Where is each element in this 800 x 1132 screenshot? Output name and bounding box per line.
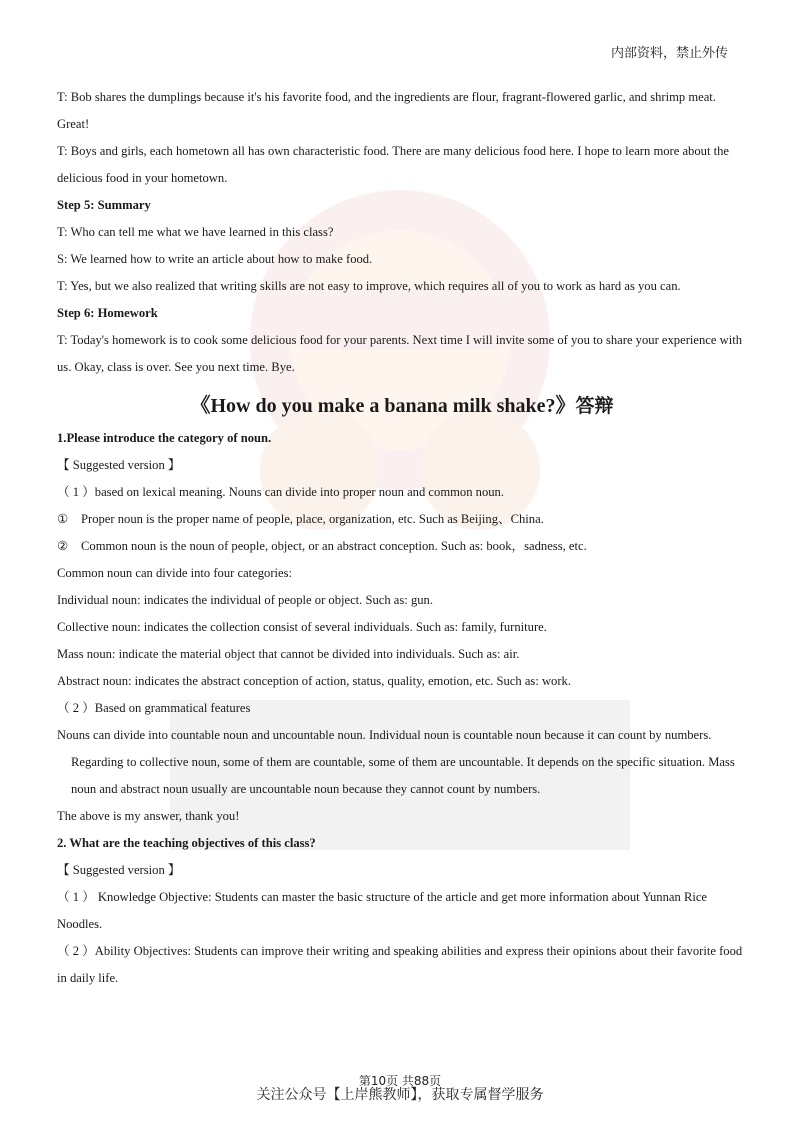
confidential-header: 内部资料，禁止外传 bbox=[610, 46, 728, 61]
document-body bbox=[57, 84, 747, 992]
q1-four-categories: Common noun can divide into four categories: bbox=[57, 566, 293, 580]
q2-ability-objective: （ 2 ）Ability Objectives: Students can improve their writing and speaking abilities and express their opinions about their favorite food in daily life. bbox=[57, 944, 743, 985]
defense-title-en: 《How do you make a banana milk shake?》 bbox=[190, 395, 576, 417]
defense-title-cn: 答辩 bbox=[575, 395, 614, 417]
q1-question: 1.Please introduce the category of noun. bbox=[57, 431, 272, 445]
q2-suggested-label: 【 Suggested version 】 bbox=[57, 863, 181, 877]
q1-closing: The above is my answer, thank you! bbox=[57, 809, 240, 823]
q1-individual-noun: Individual noun: indicates the individual of people or object. Such as: gun. bbox=[57, 593, 433, 607]
circled-two-marker: ② bbox=[57, 539, 69, 553]
q2-question: 2. What are the teaching objectives of this class? bbox=[57, 836, 316, 850]
defense-title bbox=[57, 391, 747, 421]
step6-heading: Step 6: Homework bbox=[57, 306, 158, 320]
q1-common-noun bbox=[57, 533, 747, 560]
q1-countable: Nouns can divide into countable noun and uncountable noun. Individual noun is countable noun because it can count by numbers. Regarding to collective noun, some of them are countable, some of them are uncountable. It depends on the specific situation. Mass noun and abstract noun usually are uncountable noun because they cannot count by numbers. bbox=[57, 728, 735, 796]
step6-homework: T: Today's homework is to cook some delicious food for your parents. Next time I will invite some of you to share your experience with us. Okay, class is over. See you next time. Bye. bbox=[57, 333, 742, 374]
step5-student-answer: S: We learned how to write an article about how to make food. bbox=[57, 252, 373, 266]
q1-proper-noun bbox=[57, 506, 747, 533]
step5-heading: Step 5: Summary bbox=[57, 198, 151, 212]
q1-suggested-label: 【 Suggested version 】 bbox=[57, 458, 181, 472]
q2-knowledge-objective: （ 1 ） Knowledge Objective: Students can master the basic structure of the article and get more information about Yunnan Rice Noodles. bbox=[57, 890, 708, 931]
common-noun-text: Common noun is the noun of people, object, or an abstract conception. Such as: book，sadness, etc. bbox=[81, 539, 587, 553]
q1-lexical: （ 1 ）based on lexical meaning. Nouns can divide into proper noun and common noun. bbox=[57, 485, 504, 499]
q1-grammatical: （ 2 ）Based on grammatical features bbox=[57, 701, 251, 715]
step5-teacher-question: T: Who can tell me what we have learned in this class? bbox=[57, 225, 334, 239]
circled-one-marker: ① bbox=[57, 512, 69, 526]
teacher-line-hometown: T: Boys and girls, each hometown all has own characteristic food. There are many delicious food here. I hope to learn more about the delicious food in your hometown. bbox=[57, 144, 729, 185]
footer-promo: 关注公众号【上岸熊教师】，获取专属督学服务 bbox=[256, 1087, 544, 1103]
proper-noun-text: Proper noun is the proper name of people, place, organization, etc. Such as Beijing、China. bbox=[81, 512, 544, 526]
page-number: 第10页 共88页 bbox=[358, 1074, 442, 1088]
teacher-line-dumplings: T: Bob shares the dumplings because it's his favorite food, and the ingredients are flour, fragrant-flowered garlic, and shrimp meat. Great! bbox=[57, 90, 716, 131]
q1-collective-noun: Collective noun: indicates the collection consist of several individuals. Such as: family, furniture. bbox=[57, 620, 547, 634]
q1-abstract-noun: Abstract noun: indicates the abstract conception of action, status, quality, emotion, etc. Such as: work. bbox=[57, 674, 571, 688]
step5-teacher-reply: T: Yes, but we also realized that writing skills are not easy to improve, which requires all of you to work as hard as you can. bbox=[57, 279, 681, 293]
q1-mass-noun: Mass noun: indicate the material object that cannot be divided into individuals. Such as: air. bbox=[57, 647, 520, 661]
